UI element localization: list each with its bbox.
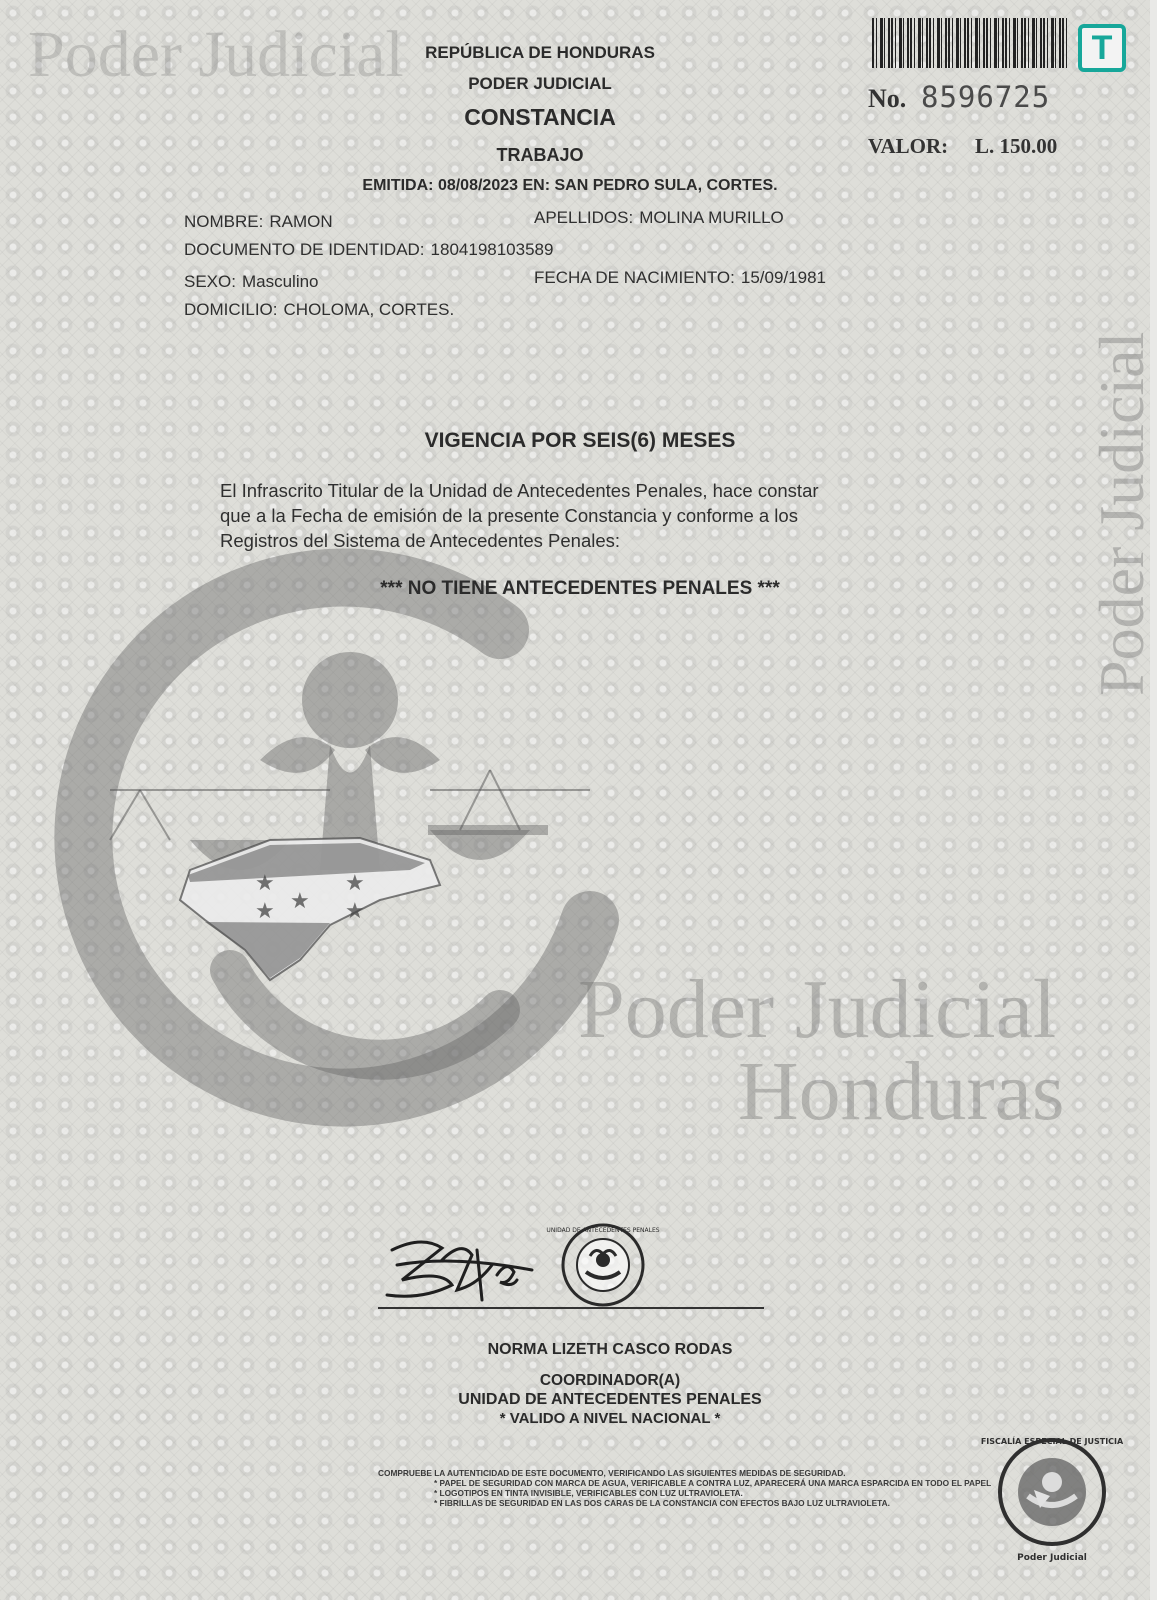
statement-paragraph <box>220 478 940 553</box>
signatory-name: NORMA LIZETH CASCO RODAS <box>487 1341 733 1358</box>
barcode <box>872 18 1070 68</box>
signatory-role: COORDINADOR(A) <box>539 1372 681 1389</box>
sex-field <box>184 272 319 292</box>
security-notes <box>378 1468 991 1508</box>
validity-heading: VIGENCIA POR SEIS(6) MESES <box>424 429 736 452</box>
result-statement: *** NO TIENE ANTECEDENTES PENALES *** <box>380 578 780 599</box>
watermark-top-left: Poder Judicial <box>28 18 404 91</box>
id-document-label: DOCUMENTO DE IDENTIDAD: <box>184 240 425 259</box>
birth-date-field <box>534 268 826 288</box>
fiscalia-seal-text: FISCALÍA ESPECIAL DE JUSTICIA <box>980 1437 1124 1446</box>
corner-logo-icon: T <box>1078 24 1126 72</box>
svg-text:★: ★ <box>345 871 365 896</box>
security-note-line: * LOGOTIPOS EN TINTA INVISIBLE, VERIFICABLES CON LUZ ULTRAVIOLETA. <box>434 1488 743 1498</box>
national-validity-note: * VALIDO A NIVEL NACIONAL * <box>499 1410 721 1427</box>
unit-seal-text: UNIDAD DE ANTECEDENTES PENALES <box>546 1227 660 1234</box>
fiscalia-seal-caption: Poder Judicial <box>1017 1553 1087 1563</box>
watermark-side: Poder Judicial <box>1086 331 1157 696</box>
id-document-value: 1804198103589 <box>430 240 554 259</box>
address-field <box>184 300 454 320</box>
watermark-large-line2: Honduras <box>738 1045 1065 1138</box>
signature-line <box>378 1307 764 1309</box>
security-note-line: * PAPEL DE SEGURIDAD CON MARCA DE AGUA, VERIFICABLE A CONTRA LUZ, APARECERÁ UNA MARCA ESPARCIDA EN TODO EL PAPEL <box>434 1478 992 1488</box>
security-note-line: * FIBRILLAS DE SEGURIDAD EN LAS DOS CARAS DE LA CONSTANCIA CON EFECTOS BAJO LUZ ULTRAVIOLETA. <box>434 1498 890 1508</box>
svg-text:★: ★ <box>290 889 310 914</box>
surname-value: MOLINA MURILLO <box>639 208 784 227</box>
svg-text:★: ★ <box>345 899 365 924</box>
sex-value: Masculino <box>241 272 319 291</box>
header-institution: PODER JUDICIAL <box>468 74 612 93</box>
signatory-unit: UNIDAD DE ANTECEDENTES PENALES <box>458 1391 762 1408</box>
handwritten-signature <box>382 1230 552 1310</box>
statement-line: Registros del Sistema de Antecedentes Penales: <box>220 530 621 551</box>
document-title: CONSTANCIA <box>464 104 616 130</box>
issue-date-place: EMITIDA: 08/08/2023 EN: SAN PEDRO SULA, CORTES. <box>362 177 778 194</box>
address-value: CHOLOMA, CORTES. <box>283 300 455 319</box>
statement-line: que a la Fecha de emisión de la presente Constancia y conforme a los <box>220 505 798 526</box>
scales-of-justice-emblem-icon <box>30 540 650 1160</box>
statement-line: El Infrascrito Titular de la Unidad de Antecedentes Penales, hace constar <box>220 480 819 501</box>
serial-number-label: No. <box>868 84 907 113</box>
svg-text:★: ★ <box>255 899 275 924</box>
name-field <box>184 212 333 232</box>
serial-number-value: 8596725 <box>921 80 1051 114</box>
fee-value: L. 150.00 <box>975 134 1058 158</box>
watermark-large-line1: Poder Judicial <box>578 963 1057 1056</box>
security-note-line: COMPRUEBE LA AUTENTICIDAD DE ESTE DOCUMENTO, VERIFICANDO LAS SIGUIENTES MEDIDAS DE SEGURIDAD. <box>378 1468 846 1478</box>
name-value: RAMON <box>269 212 333 231</box>
name-label: NOMBRE: <box>184 212 264 231</box>
surname-field <box>534 208 784 228</box>
fee-label: VALOR: <box>868 134 949 158</box>
id-document-field <box>184 240 553 260</box>
unit-seal-stamp <box>546 1220 660 1310</box>
birth-date-label: FECHA DE NACIMIENTO: <box>534 268 735 287</box>
document-type: TRABAJO <box>496 145 584 165</box>
address-label: DOMICILIO: <box>184 300 278 319</box>
svg-text:★: ★ <box>255 871 275 896</box>
birth-date-value: 15/09/1981 <box>740 268 826 287</box>
sex-label: SEXO: <box>184 272 236 291</box>
header-country: REPÚBLICA DE HONDURAS <box>425 43 655 62</box>
fiscalia-seal-stamp <box>980 1430 1124 1580</box>
surname-label: APELLIDOS: <box>534 208 634 227</box>
